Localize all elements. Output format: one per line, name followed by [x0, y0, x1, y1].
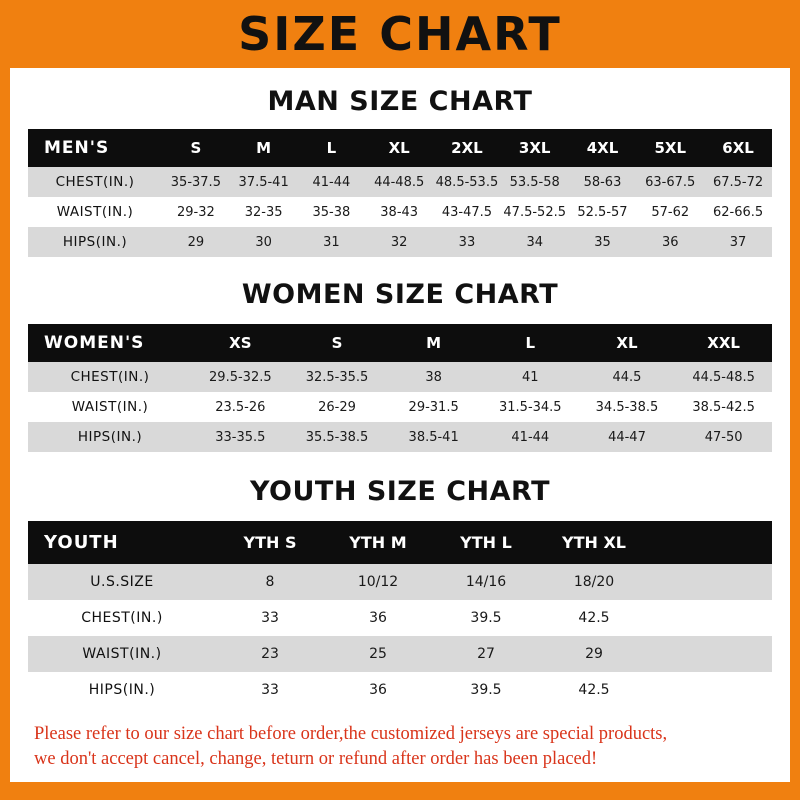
women-hips-l: 41-44 — [511, 429, 550, 445]
men-header-label: MEN'S — [44, 138, 110, 158]
men-waist-2xl: 43-47.5 — [441, 204, 493, 220]
men-chest-m: 37.5-41 — [238, 174, 289, 190]
women-hips-xl: 44-47 — [608, 429, 646, 445]
men-table-body — [28, 167, 772, 257]
women-chest-xxl: 44.5-48.5 — [692, 369, 755, 385]
youth-header-m: YTH M — [349, 533, 407, 552]
men-row-chest-label: CHEST(IN.) — [55, 174, 135, 190]
table-row — [28, 422, 772, 452]
youth-section-title: YOUTH SIZE CHART — [249, 476, 551, 507]
men-hips-s: 29 — [187, 234, 205, 250]
youth-waist-l: 27 — [477, 646, 495, 662]
men-header-5xl: 5XL — [654, 139, 687, 157]
women-row-hips-label: HIPS(IN.) — [77, 429, 143, 445]
women-waist-l: 31.5-34.5 — [499, 399, 562, 415]
men-row-hips-label: HIPS(IN.) — [62, 234, 128, 250]
youth-hips-xl: 42.5 — [578, 682, 610, 698]
youth-hips-l: 39.5 — [470, 682, 502, 698]
men-header-4xl: 4XL — [586, 139, 619, 157]
youth-chest-m: 36 — [369, 610, 387, 626]
women-waist-xl: 34.5-38.5 — [595, 399, 659, 415]
women-hips-s: 35.5-38.5 — [305, 429, 369, 445]
women-chest-s: 32.5-35.5 — [305, 369, 369, 385]
men-hips-l: 31 — [323, 234, 340, 250]
youth-row-spacer — [648, 564, 772, 600]
men-chest-s: 35-37.5 — [170, 174, 221, 190]
women-waist-xs: 23.5-26 — [215, 399, 266, 415]
men-header-2xl: 2XL — [451, 139, 483, 157]
youth-ussize-m: 10/12 — [357, 574, 399, 590]
youth-header-xl: YTH XL — [562, 533, 626, 552]
table-row — [28, 672, 772, 708]
men-header-3xl: 3XL — [518, 139, 551, 157]
men-section-title: MAN SIZE CHART — [267, 86, 533, 117]
men-header-6xl: 6XL — [722, 139, 754, 157]
women-header-m: M — [426, 334, 442, 352]
youth-hips-m: 36 — [369, 682, 387, 698]
youth-chest-l: 39.5 — [470, 610, 502, 626]
men-chest-6xl: 67.5-72 — [712, 174, 764, 190]
youth-row-hips-label: HIPS(IN.) — [88, 682, 156, 698]
youth-table-body — [28, 564, 772, 708]
youth-chest-s: 33 — [261, 610, 279, 626]
women-chest-m: 38 — [425, 369, 442, 385]
youth-row-spacer — [648, 600, 772, 636]
men-size-table — [28, 129, 772, 257]
women-waist-m: 29-31.5 — [408, 399, 459, 415]
men-row-waist-label: WAIST(IN.) — [56, 204, 134, 220]
bottom-accent-bar — [10, 782, 790, 800]
youth-hips-s: 33 — [261, 682, 279, 698]
men-chest-4xl: 58-63 — [583, 174, 622, 190]
men-hips-6xl: 37 — [729, 234, 747, 250]
men-waist-l: 35-38 — [312, 204, 351, 220]
youth-waist-m: 25 — [369, 646, 387, 662]
men-chest-5xl: 63-67.5 — [645, 174, 696, 190]
table-row — [28, 197, 772, 227]
youth-ussize-xl: 18/20 — [573, 574, 615, 590]
youth-header-l: YTH L — [460, 533, 512, 552]
chart-content — [10, 68, 790, 782]
men-waist-xl: 38-43 — [380, 204, 419, 220]
women-header-l: L — [525, 334, 536, 352]
table-row — [28, 636, 772, 672]
women-chest-l: 41 — [522, 369, 539, 385]
men-chest-xl: 44-48.5 — [374, 174, 425, 190]
women-header-s: S — [331, 334, 343, 352]
women-table-body — [28, 362, 772, 452]
youth-waist-s: 23 — [261, 646, 279, 662]
women-chest-xs: 29.5-32.5 — [209, 369, 272, 385]
men-hips-3xl: 34 — [526, 234, 543, 250]
youth-row-chest-label: CHEST(IN.) — [81, 610, 163, 626]
footer-note-line2: we don't accept cancel, change, teturn or refund after order has been placed! — [34, 748, 598, 769]
women-hips-m: 38.5-41 — [408, 429, 459, 445]
women-header-xs: XS — [229, 334, 252, 352]
youth-header-s: YTH S — [243, 533, 297, 552]
men-waist-m: 32-35 — [244, 204, 283, 220]
table-row — [28, 600, 772, 636]
women-header-xxl: XXL — [707, 334, 740, 352]
youth-header-spacer — [648, 521, 772, 564]
youth-ussize-l: 14/16 — [465, 574, 507, 590]
youth-waist-xl: 29 — [585, 646, 603, 662]
table-row — [28, 362, 772, 392]
table-header-row — [28, 324, 772, 362]
men-table-header — [28, 129, 772, 167]
men-hips-4xl: 35 — [594, 234, 611, 250]
page-title: SIZE CHART — [238, 7, 562, 61]
men-chest-l: 41-44 — [312, 174, 351, 190]
youth-row-spacer — [648, 636, 772, 672]
women-waist-xxl: 38.5-42.5 — [692, 399, 755, 415]
table-row — [28, 227, 772, 257]
youth-row-ussize-label: U.S.SIZE — [90, 574, 154, 590]
women-waist-s: 26-29 — [318, 399, 356, 415]
youth-row-waist-label: WAIST(IN.) — [82, 646, 162, 662]
men-chest-2xl: 48.5-53.5 — [435, 174, 499, 190]
men-header-l: L — [326, 139, 337, 157]
youth-ussize-s: 8 — [265, 574, 275, 590]
footer-note — [34, 722, 766, 772]
women-header-label: WOMEN'S — [44, 333, 145, 353]
youth-header-label: YOUTH — [44, 532, 119, 553]
men-header-xl: XL — [388, 139, 410, 157]
women-section-title: WOMEN SIZE CHART — [241, 279, 559, 310]
footer-note-line1: Please refer to our size chart before order,the customized jerseys are special products, — [34, 724, 668, 744]
women-table-header — [28, 324, 772, 362]
men-header-s: S — [190, 139, 202, 157]
women-row-chest-label: CHEST(IN.) — [70, 369, 150, 385]
page-banner — [10, 0, 790, 68]
table-header-row — [28, 521, 772, 564]
men-hips-m: 30 — [255, 234, 272, 250]
youth-size-table — [28, 521, 772, 708]
men-waist-4xl: 52.5-57 — [577, 204, 628, 220]
men-hips-xl: 32 — [390, 234, 408, 250]
men-waist-5xl: 57-62 — [651, 204, 690, 220]
men-waist-3xl: 47.5-52.5 — [503, 204, 566, 220]
women-chest-xl: 44.5 — [612, 369, 642, 385]
table-header-row — [28, 129, 772, 167]
youth-chest-xl: 42.5 — [578, 610, 610, 626]
table-row — [28, 167, 772, 197]
women-size-table — [28, 324, 772, 452]
women-hips-xxl: 47-50 — [704, 429, 743, 445]
women-row-waist-label: WAIST(IN.) — [71, 399, 149, 415]
women-header-xl: XL — [616, 334, 638, 352]
men-waist-s: 29-32 — [176, 204, 215, 220]
men-waist-6xl: 62-66.5 — [712, 204, 764, 220]
men-hips-5xl: 36 — [661, 234, 679, 250]
women-hips-xs: 33-35.5 — [215, 429, 266, 445]
table-row — [28, 564, 772, 600]
men-chest-3xl: 53.5-58 — [509, 174, 560, 190]
youth-row-spacer — [648, 672, 772, 708]
table-row — [28, 392, 772, 422]
men-hips-2xl: 33 — [458, 234, 476, 250]
youth-table-header — [28, 521, 772, 564]
men-header-m: M — [256, 139, 272, 157]
